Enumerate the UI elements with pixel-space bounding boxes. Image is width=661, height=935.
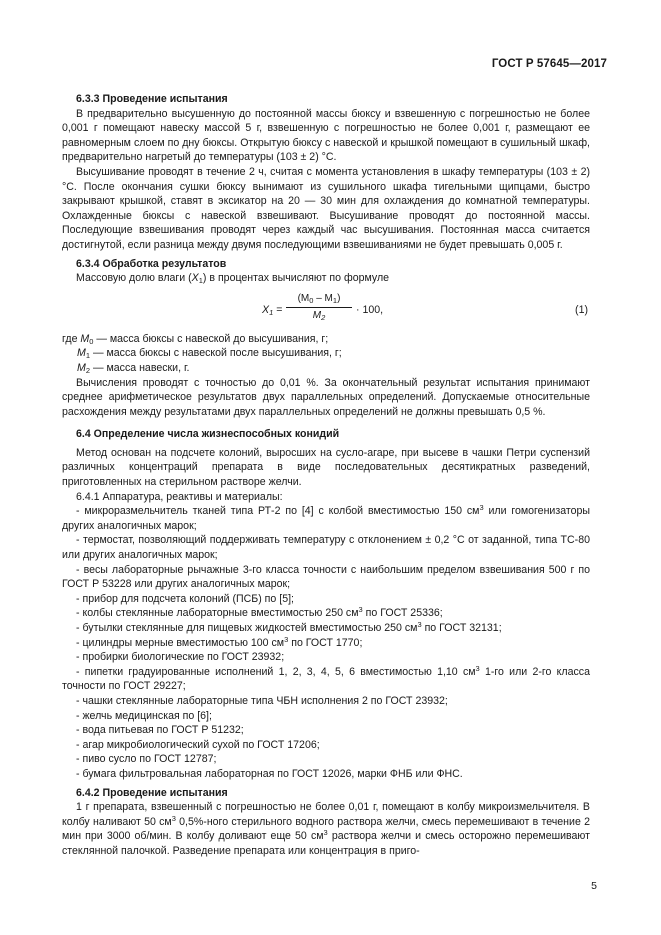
- paragraph: В предварительно высушенную до постоянной массы бюксу и взвешенную с погрешностью не более 0,001 г помещают навеску массой 5 г, взвешенную с погрешностью не более 0,001 г, размещают ее равномерным слоем по дну бюксы. Открытую бюксу с навеской и крышкой помещают в сушильный шкаф, предварительно нагретый до температуры (103 ± 2) °С.: [62, 107, 590, 164]
- section-heading-6-3-4: 6.3.4 Обработка результатов: [76, 257, 227, 270]
- list-item: - весы лабораторные рычажные 3-го класса точности с наибольшим пределом взвешивания 500 г по ГОСТ Р 53228 или других аналогичных марок;: [62, 563, 590, 591]
- list-item: - прибор для подсчета колоний (ПСБ) по [5];: [76, 592, 294, 605]
- where-m1: $M_1$ — масса бюксы с навеской после высушивания, г;: [77, 347, 342, 361]
- section-heading-6-3-3: 6.3.3 Проведение испытания: [76, 93, 228, 105]
- subsection-6-4-1: 6.4.1 Аппаратура, реактивы и материалы:: [76, 490, 283, 503]
- list-item: - пиво сусло по ГОСТ 12787;: [76, 753, 217, 766]
- formula-fraction: [286, 292, 352, 324]
- formula-moisture: [62, 292, 590, 328]
- list-item: - агар микробиологический сухой по ГОСТ 17206;: [76, 738, 320, 751]
- list-item: - пипетки градуированные исполнений 1, 2, 3, 4, 5, 6 вместимостью 1,10 $см^3$ 1-го или 2-го класса точности по ГОСТ 29227;: [62, 663, 590, 693]
- formula-intro: Массовую долю влаги $(X_1)$ в процентах вычисляют по формуле: [76, 272, 390, 286]
- paragraph: Вычисления проводят с точностью до 0,01 %. За окончательный результат испытания принимают среднее арифметическое результатов двух параллельных определений. Допускаемые относительные расхождения между результатами двух параллельных определений не должны превышать 0,5 %.: [62, 376, 590, 418]
- list-item: - бумага фильтровальная лабораторная по ГОСТ 12026, марки ФНБ или ФНС.: [76, 767, 463, 780]
- paragraph: Метод основан на подсчете колоний, выросших на сусло-агаре, при высеве в чашки Петри суспензий различных концентраций препарата в виде последовательных десятикратных разведений, приготовленных на стерильном растворе желчи.: [62, 446, 590, 489]
- formula-lhs: $X_1$ =: [262, 303, 283, 317]
- list-item: - цилиндры мерные вместимостью 100 $см^3$ по ГОСТ 1770;: [76, 634, 363, 649]
- paragraph: 1 г препарата, взвешенный с погрешностью не более 0,01 г, помещают в колбу микроизмельчителя. В колбу наливают 50 $см^3$ 0,5%-ного стерильного водного раствора желчи, смесь перемешивают в течение 2 мин при 3000 об/мин. В колбу доливают еще 50 $см^3$ раствора желчи и смесь осторожно перемешивают стеклянной палочкой. Разведение препарата или концентрация в приго-: [62, 801, 590, 857]
- where-m0: где $M_0$ — масса бюксы с навеской до высушивания, г;: [62, 332, 329, 346]
- list-item: - пробирки биологические по ГОСТ 23932;: [76, 651, 285, 664]
- paragraph: Высушивание проводят в течение 2 ч, считая с момента установления в шкафу температуры (103 ± 2) °С. После окончания сушки бюксу вынимают из сушильного шкафа тигельными щипцами, быстро закрывают крышкой, ставят в эксикатор на 20 — 30 мин для охлаждения до комнатной температуры. Охлажденные бюксы с навеской взвешивают. Высушивание проводят до постоянной массы. Последующие взвешивания проводят через каждый час высушивания. Постоянная масса считается достигнутой, если разница между двумя последующими взвешиваниями не будет превышать 0,005 г.: [62, 165, 590, 251]
- list-item: - желчь медицинская по [6];: [76, 709, 212, 722]
- formula-number: (1): [575, 303, 588, 316]
- formula-rhs: · 100,: [356, 303, 384, 316]
- formula-denominator: $M_2$: [312, 310, 326, 323]
- list-item: - вода питьевая по ГОСТ Р 51232;: [76, 724, 244, 737]
- list-item: - бутылки стеклянные для пищевых жидкостей вместимостью 250 $см^3$ по ГОСТ 32131;: [76, 620, 502, 634]
- section-heading-6-4: 6.4 Определение числа жизнеспособных конидий: [76, 428, 340, 441]
- list-item: - микроразмельчитель тканей типа РТ-2 по [4] с колбой вместимостью 150 $см^3$ или гомогенизаторы других аналогичных марок;: [62, 503, 590, 532]
- section-heading-6-4-2: 6.4.2 Проведение испытания: [76, 786, 228, 799]
- apparatus-list: [62, 504, 590, 781]
- list-item: - колбы стеклянные лабораторные вместимостью 250 $см^3$ по ГОСТ 25336;: [76, 605, 443, 620]
- where-m2: $M_2$ — масса навески, г.: [77, 361, 190, 375]
- standard-header: ГОСТ Р 57645—2017: [491, 58, 607, 70]
- page-number: 5: [591, 880, 597, 892]
- document-body: [62, 92, 590, 859]
- formula-numerator: $(M_0 - M_1)$: [286, 292, 352, 309]
- list-item: - чашки стеклянные лабораторные типа ЧБН исполнения 2 по ГОСТ 23932;: [76, 694, 448, 707]
- list-item: - термостат, позволяющий поддерживать температуру с отклонением ± 0,2 °С от заданной, типа ТС-80 или других аналогичных марок;: [62, 534, 590, 562]
